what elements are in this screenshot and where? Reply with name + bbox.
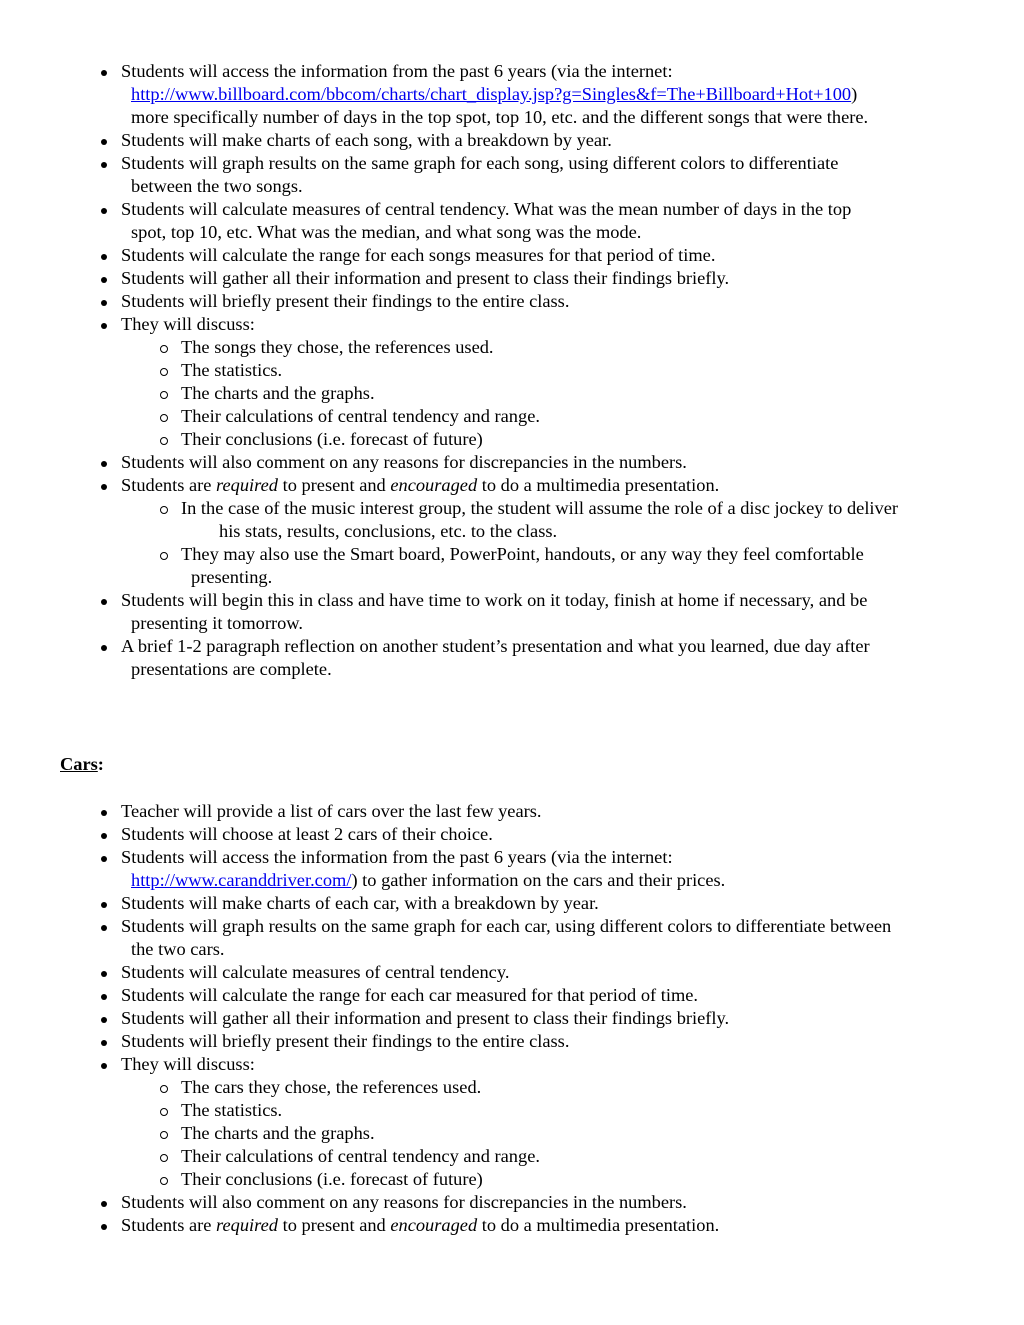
list-item [0, 129, 898, 152]
sub-list-item [0, 1099, 891, 1122]
bullet-icon [101, 994, 107, 1000]
list-item-text: Students will briefly present their findings to the entire class. [121, 291, 570, 311]
hollow-bullet-icon [160, 437, 168, 445]
list-item-text: Teacher will provide a list of cars over the last few years. [121, 801, 542, 821]
bullet-icon [101, 254, 107, 260]
list-item-text: Students will choose at least 2 cars of their choice. [121, 824, 493, 844]
list-item-text: more specifically number of days in the top spot, top 10, etc. and the different songs that were there. [131, 107, 869, 127]
list-item-text: Their calculations of central tendency and range. [181, 406, 540, 426]
bullet-icon [101, 70, 107, 76]
list-item-text: Students are [121, 475, 216, 495]
list-item [0, 152, 898, 198]
emphasis-text: required [216, 1215, 278, 1235]
list-item [0, 1191, 891, 1214]
list-item-text: to do a multimedia presentation. [477, 475, 720, 495]
list-item-text: Students will briefly present their findings to the entire class. [121, 1031, 570, 1051]
bullet-icon [101, 323, 107, 329]
list-item-text: ) to gather information on the cars and their prices. [351, 870, 726, 890]
list-item [0, 1030, 891, 1053]
list-item-text: to do a multimedia presentation. [477, 1215, 720, 1235]
bullet-icon [101, 461, 107, 467]
list-item-text: The songs they chose, the references used. [181, 337, 494, 357]
bullet-icon [101, 925, 107, 931]
list-item [0, 1007, 891, 1030]
list-item-text: They will discuss: [121, 314, 255, 334]
list-item [0, 451, 898, 474]
list-item [0, 60, 898, 129]
list-item-text: Students will also comment on any reasons for discrepancies in the numbers. [121, 1192, 687, 1212]
list-item-text: Students will calculate the range for each songs measures for that period of time. [121, 245, 716, 265]
emphasis-text: encouraged [390, 1215, 478, 1235]
list-item-text: Their calculations of central tendency and range. [181, 1146, 540, 1166]
list-item-text: They will discuss: [121, 1054, 255, 1074]
list-item-text: The statistics. [181, 360, 283, 380]
sub-list-item [0, 428, 898, 451]
bullet-icon [101, 484, 107, 490]
list-item-text: They may also use the Smart board, PowerPoint, handouts, or any way they feel comfortable [181, 544, 864, 564]
heading-text: Cars [60, 754, 98, 774]
list-item [0, 474, 898, 497]
list-item [0, 635, 898, 681]
bullet-icon [101, 162, 107, 168]
sub-list-item [0, 1076, 891, 1099]
list-item [0, 1214, 891, 1237]
list-item-text: The statistics. [181, 1100, 283, 1120]
list-item-text: Their conclusions (i.e. forecast of future) [181, 1169, 483, 1189]
list-item [0, 892, 891, 915]
bullet-icon [101, 1017, 107, 1023]
list-item [0, 589, 898, 635]
list-item [0, 244, 898, 267]
bullet-icon [101, 208, 107, 214]
list-item-text: Students will gather all their information and present to class their findings briefly. [121, 268, 730, 288]
sub-list-item [0, 497, 898, 543]
bullet-icon [101, 277, 107, 283]
sub-list-item [0, 543, 898, 589]
list-item-text: Students will calculate measures of central tendency. What was the mean number of days in the top [121, 199, 852, 219]
sub-list-item [0, 336, 898, 359]
sub-list-item [0, 1168, 891, 1191]
list-item [0, 800, 891, 823]
list-item-text: The cars they chose, the references used. [181, 1077, 482, 1097]
cars-activity-list [0, 800, 891, 1237]
list-item [0, 846, 891, 892]
hollow-bullet-icon [160, 552, 168, 560]
list-item [0, 1053, 891, 1076]
sub-list-item [0, 359, 898, 382]
list-item-text: Students will access the information from the past 6 years (via the internet: [121, 847, 673, 867]
list-item-text: between the two songs. [131, 176, 303, 196]
caranddriver-link[interactable]: http://www.caranddriver.com/ [131, 870, 352, 890]
bullet-icon [101, 1063, 107, 1069]
list-item-text: Students will graph results on the same graph for each song, using different colors to differentiate [121, 153, 839, 173]
bullet-icon [101, 856, 107, 862]
list-item-text: The charts and the graphs. [181, 1123, 375, 1143]
list-item [0, 915, 891, 961]
sub-list-item [0, 1122, 891, 1145]
list-item-text: to present and [277, 1215, 391, 1235]
list-item-text: In the case of the music interest group, the student will assume the role of a disc jockey to deliver [181, 498, 899, 518]
list-item [0, 984, 891, 1007]
bullet-icon [101, 1201, 107, 1207]
sub-list-item [0, 405, 898, 428]
list-item-text: Students will graph results on the same graph for each car, using different colors to differentiate between [121, 916, 892, 936]
bullet-icon [101, 1040, 107, 1046]
list-item-text: presenting it tomorrow. [131, 613, 303, 633]
list-item-text: Their conclusions (i.e. forecast of future) [181, 429, 483, 449]
bullet-icon [101, 1224, 107, 1230]
list-item-text: Students will make charts of each car, with a breakdown by year. [121, 893, 599, 913]
bullet-icon [101, 645, 107, 651]
emphasis-text: required [216, 475, 278, 495]
list-item-text: the two cars. [131, 939, 225, 959]
list-item-text: Students will calculate the range for each car measured for that period of time. [121, 985, 699, 1005]
list-item-text: presentations are complete. [131, 659, 332, 679]
sub-list-item [0, 1145, 891, 1168]
list-item-text: The charts and the graphs. [181, 383, 375, 403]
hollow-bullet-icon [160, 1154, 168, 1162]
section-heading-cars [60, 753, 104, 776]
bullet-icon [101, 139, 107, 145]
hollow-bullet-icon [160, 345, 168, 353]
music-activity-list [0, 60, 898, 681]
bullet-icon [101, 971, 107, 977]
list-item-text: Students will calculate measures of central tendency. [121, 962, 510, 982]
list-item [0, 823, 891, 846]
emphasis-text: encouraged [390, 475, 478, 495]
billboard-link[interactable]: http://www.billboard.com/bbcom/charts/chart_display.jsp?g=Singles&f=The+Billboard+Hot+100 [131, 84, 852, 104]
list-item [0, 313, 898, 336]
list-item-text: presenting. [191, 567, 273, 587]
bullet-icon [101, 833, 107, 839]
list-item-text: Students are [121, 1215, 216, 1235]
hollow-bullet-icon [160, 391, 168, 399]
hollow-bullet-icon [160, 506, 168, 514]
hollow-bullet-icon [160, 1131, 168, 1139]
list-item [0, 290, 898, 313]
hollow-bullet-icon [160, 368, 168, 376]
bullet-icon [101, 810, 107, 816]
bullet-icon [101, 902, 107, 908]
list-item-text: spot, top 10, etc. What was the median, and what song was the mode. [131, 222, 642, 242]
list-item [0, 961, 891, 984]
bullet-icon [101, 300, 107, 306]
bullet-icon [101, 599, 107, 605]
hollow-bullet-icon [160, 414, 168, 422]
list-item-text: A brief 1-2 paragraph reflection on another student’s presentation and what you learned, due day after [121, 636, 870, 656]
list-item-text: to present and [277, 475, 391, 495]
list-item-text: Students will gather all their information and present to class their findings briefly. [121, 1008, 730, 1028]
hollow-bullet-icon [160, 1085, 168, 1093]
hollow-bullet-icon [160, 1177, 168, 1185]
list-item-text: Students will access the information from the past 6 years (via the internet: [121, 61, 673, 81]
list-item-text: Students will make charts of each song, with a breakdown by year. [121, 130, 612, 150]
heading-colon: : [97, 754, 104, 774]
list-item-text: Students will also comment on any reasons for discrepancies in the numbers. [121, 452, 687, 472]
list-item [0, 198, 898, 244]
list-item-text: ) [851, 84, 858, 104]
list-item-text: his stats, results, conclusions, etc. to the class. [219, 521, 558, 541]
hollow-bullet-icon [160, 1108, 168, 1116]
list-item-text: Students will begin this in class and have time to work on it today, finish at home if necessary, and be [121, 590, 868, 610]
sub-list-item [0, 382, 898, 405]
list-item [0, 267, 898, 290]
